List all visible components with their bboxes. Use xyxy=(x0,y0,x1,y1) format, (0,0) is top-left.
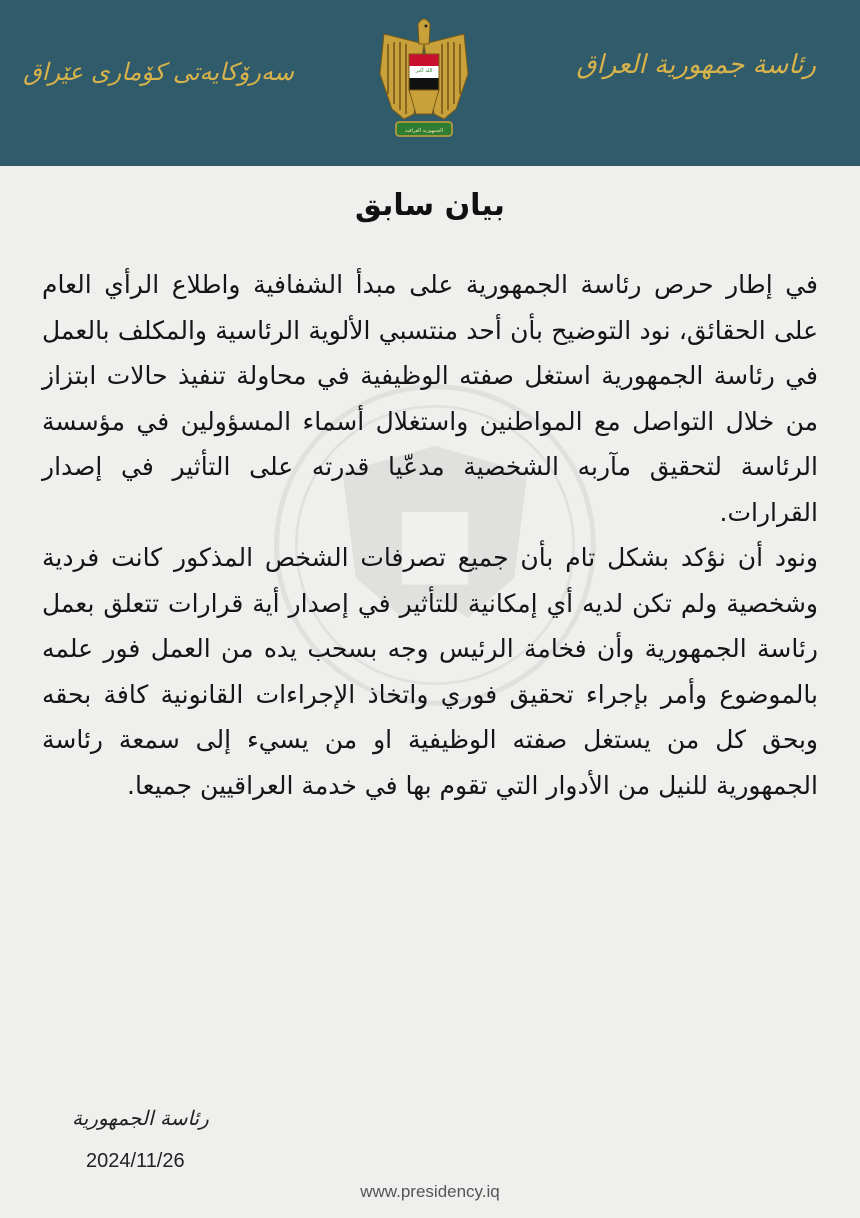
header-banner xyxy=(0,0,860,166)
emblem-ribbon-text: الجمهورية العراقية xyxy=(404,128,444,134)
presidency-title-kurdish: سەرۆکایەتی کۆماری عێراق xyxy=(23,58,294,86)
emblem-text: الله أكبر xyxy=(415,68,433,74)
statement-body xyxy=(42,262,818,808)
presidency-title-arabic: رئاسة جمهورية العراق xyxy=(576,50,816,80)
signature-name: رئاسة الجمهورية xyxy=(72,1106,209,1130)
document-title: بيان سابق xyxy=(355,188,505,223)
iraq-eagle-emblem-icon xyxy=(374,14,474,144)
signature-date: 2024/11/26 xyxy=(86,1150,185,1172)
paragraph: في إطار حرص رئاسة الجمهورية على مبدأ الشفافية واطلاع الرأي العام على الحقائق، نود التوضيح بأن أحد منتسبي الألوية الرئاسية والمكلف بالعمل في رئاسة الجمهورية استغل صفته الوظيفية في محاولة تنفيذ حالات ابتزاز من خلال التواصل مع المواطنين واستغلال أسماء المسؤولين في مؤسسة الرئاسة لتحقيق مآربه الشخصية مدعّيا قدرته على التأثير في إصدار القرارات. xyxy=(42,270,818,527)
paragraph: ونود أن نؤكد بشكل تام بأن جميع تصرفات الشخص المذكور كانت فردية وشخصية ولم تكن لديه أي إمكانية للتأثير في إصدار أية قرارات تتعلق بعمل رئاسة الجمهورية وأن فخامة الرئيس وجه بسحب يده من العمل فور علمه بالموضوع وأمر بإجراء تحقيق فوري واتخاذ الإجراءات القانونية كافة بحقه وبحق كل من يستغل صفته الوظيفية او من يسيء إلى سمعة رئاسة الجمهورية للنيل من الأدوار التي تقوم بها في خدمة العراقيين جميعا. xyxy=(42,543,818,800)
footer-website-link[interactable]: www.presidency.iq xyxy=(360,1182,500,1201)
